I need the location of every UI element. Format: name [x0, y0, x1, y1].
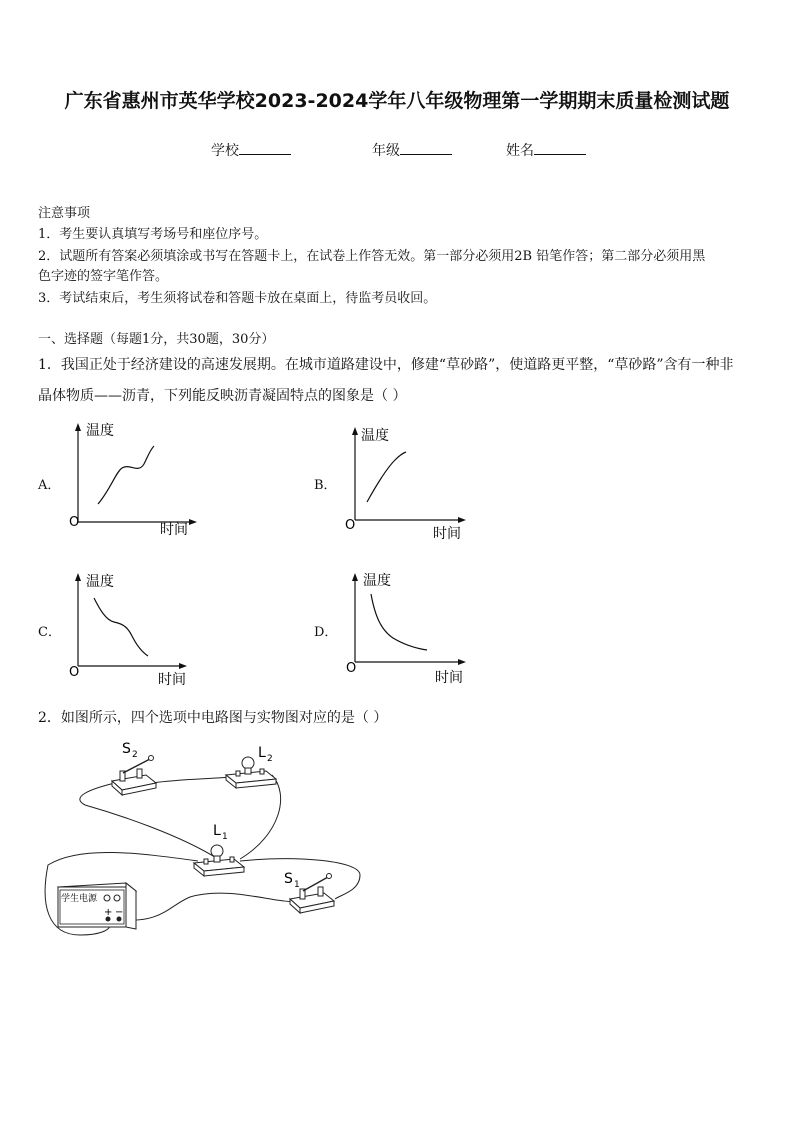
s2-label: S [122, 741, 131, 757]
option-b-origin: O [345, 518, 356, 533]
option-c-x-label: 时间 [158, 672, 186, 688]
option-c-y-label: 温度 [86, 574, 114, 590]
l1-subscript: 1 [222, 832, 228, 842]
circuit-diagram [40, 735, 370, 945]
section-heading: 一、选择题（每题1分，共30题，30分） [38, 332, 275, 347]
option-c-origin: O [69, 665, 80, 680]
name-blank[interactable] [534, 140, 586, 155]
l1-label: L [213, 823, 221, 839]
option-a-graph [64, 420, 204, 540]
option-c-graph [64, 570, 204, 692]
name-field [506, 140, 586, 160]
switch-s2 [112, 756, 156, 796]
l2-subscript: 2 [267, 754, 273, 764]
question-2-text: 2．如图所示，四个选项中电路图与实物图对应的是（ ） [38, 710, 388, 726]
option-b-y-label: 温度 [361, 428, 389, 444]
grade-blank[interactable] [400, 140, 452, 155]
option-b-x-label: 时间 [433, 526, 461, 542]
option-b-graph [341, 424, 481, 546]
school-field [211, 140, 291, 160]
school-label: 学校 [211, 143, 239, 159]
power-supply [58, 883, 136, 929]
power-label: 学生电源 [61, 894, 98, 904]
note-item: 3．考试结束后，考生须将试卷和答题卡放在桌面上，待监考员收回。 [38, 291, 437, 306]
s1-subscript: 1 [294, 880, 300, 890]
s1-label: S [284, 871, 293, 887]
question-1-line-1: 1．我国正处于经济建设的高速发展期。在城市道路建设中，修建“草砂路”，使道路更平整，“草砂路”含有一种非 [38, 357, 734, 373]
l2-label: L [258, 745, 266, 761]
option-d-label[interactable]: D． [314, 625, 338, 640]
option-d-graph [341, 570, 481, 692]
option-c-label[interactable]: C． [38, 625, 61, 640]
option-a-y-label: 温度 [86, 423, 114, 439]
school-blank[interactable] [239, 140, 291, 155]
question-1-line-2: 晶体物质——沥青，下列能反映沥青凝固特点的图象是（ ） [38, 388, 407, 404]
note-item: 色字迹的签字笔作答。 [38, 269, 169, 284]
option-a-label[interactable]: A． [38, 478, 61, 493]
power-plus: + [104, 907, 113, 918]
name-label: 姓名 [506, 143, 534, 159]
grade-field [372, 140, 452, 160]
power-minus: − [115, 907, 124, 918]
option-d-origin: O [346, 661, 357, 676]
option-a-x-label: 时间 [160, 522, 188, 538]
notes-heading: 注意事项 [38, 206, 91, 221]
option-d-y-label: 温度 [363, 573, 391, 589]
grade-label: 年级 [372, 143, 400, 159]
page-title: 广东省惠州市英华学校2023-2024学年八年级物理第一学期期末质量检测试题 [64, 90, 730, 112]
option-b-label[interactable]: B． [314, 478, 337, 493]
note-item: 2．试题所有答案必须填涂或书写在答题卡上，在试卷上作答无效。第一部分必须用2B 铅笔作答；第二部分必须用黑 [38, 249, 706, 264]
s2-subscript: 2 [132, 750, 138, 760]
note-item: 1．考生要认真填写考场号和座位序号。 [38, 227, 268, 242]
option-a-origin: O [69, 515, 80, 530]
option-d-x-label: 时间 [435, 670, 463, 686]
